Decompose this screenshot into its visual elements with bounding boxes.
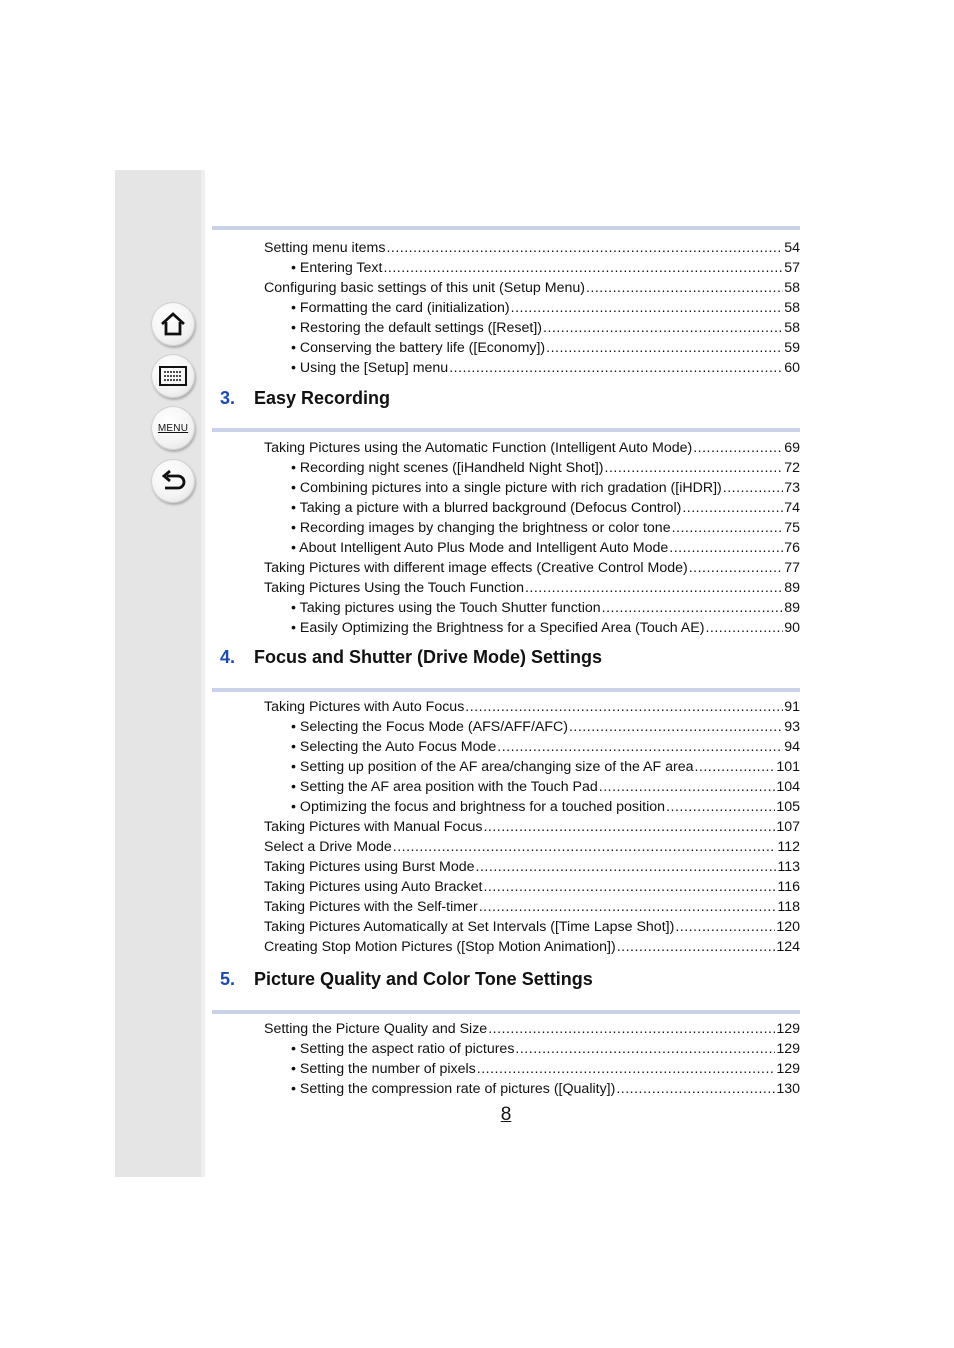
home-icon — [159, 311, 187, 337]
toc-entry[interactable] — [264, 837, 800, 857]
toc-subentry[interactable] — [291, 1059, 800, 1079]
page-number: 8 — [500, 1104, 512, 1125]
toc-entry[interactable] — [264, 278, 800, 298]
dot-leader — [477, 1059, 776, 1079]
toc-subentry[interactable] — [291, 717, 800, 737]
toc-page-number: 105 — [776, 799, 800, 815]
menu-button[interactable] — [151, 406, 195, 450]
dot-leader — [488, 1019, 775, 1039]
toc-subentry[interactable] — [291, 538, 800, 558]
toc-entry[interactable] — [264, 238, 800, 258]
toc-entry[interactable] — [264, 937, 800, 957]
toc-page-number: 107 — [776, 819, 800, 835]
toc-subentry[interactable] — [291, 757, 800, 777]
toc-page-number: 60 — [784, 360, 800, 376]
toc-subentry[interactable] — [291, 258, 800, 278]
toc-page-number: 129 — [776, 1041, 800, 1057]
toc-entry-title: • Recording images by changing the brightness or color tone — [291, 520, 671, 536]
toc-subentry[interactable] — [291, 318, 800, 338]
dot-leader — [383, 258, 783, 278]
toc-page-number: 89 — [784, 580, 800, 596]
dot-leader — [483, 877, 776, 897]
toc-page-number: 57 — [784, 260, 800, 276]
toc-entry-title: • About Intelligent Auto Plus Mode and Intelligent Auto Mode — [291, 540, 669, 556]
contents-list-icon — [158, 365, 188, 387]
dot-leader — [682, 498, 783, 518]
home-button[interactable] — [151, 302, 195, 346]
toc-page-number: 129 — [776, 1021, 800, 1037]
toc-entry-title: • Restoring the default settings ([Reset]) — [291, 320, 543, 336]
back-button[interactable] — [151, 459, 195, 503]
toc-page-number: 112 — [777, 839, 800, 855]
dot-leader — [393, 837, 777, 857]
toc-entry-title: Taking Pictures using the Automatic Function (Intelligent Auto Mode) — [264, 440, 693, 456]
toc-page-number: 93 — [784, 719, 800, 735]
toc-page-number: 118 — [777, 899, 800, 915]
dot-leader — [515, 1039, 775, 1059]
sidebar-edge — [201, 170, 205, 1177]
toc-entry-title: Setting menu items — [264, 240, 386, 256]
dot-leader — [672, 518, 784, 538]
toc-subentry[interactable] — [291, 518, 800, 538]
toc-subentry[interactable] — [291, 618, 800, 638]
section-number: 4. — [220, 647, 236, 667]
section-title: Focus and Shutter (Drive Mode) Settings — [254, 647, 603, 667]
toc-page-number: 54 — [784, 240, 800, 256]
toc-entry-title: • Entering Text — [291, 260, 383, 276]
toc-subentry[interactable] — [291, 458, 800, 478]
toc-page-number: 89 — [784, 600, 800, 616]
toc-entry[interactable] — [264, 438, 800, 458]
section-heading[interactable] — [220, 386, 390, 410]
toc-entry-title: • Setting the aspect ratio of pictures — [291, 1041, 515, 1057]
toc-page-number: 59 — [784, 340, 800, 356]
dot-leader — [386, 238, 783, 258]
dot-leader — [675, 917, 775, 937]
toc-entry-title: Taking Pictures with Auto Focus — [264, 699, 465, 715]
dot-leader — [616, 1079, 775, 1099]
section-divider — [212, 428, 800, 432]
toc-page-number: 130 — [776, 1081, 800, 1097]
toc-subentry[interactable] — [291, 478, 800, 498]
toc-subentry[interactable] — [291, 598, 800, 618]
toc-entry-title: • Selecting the Focus Mode (AFS/AFF/AFC) — [291, 719, 568, 735]
toc-entry-title: Taking Pictures with the Self-timer — [264, 899, 478, 915]
dot-leader — [449, 358, 783, 378]
toc-page-number: 75 — [784, 520, 800, 536]
toc-entry[interactable] — [264, 817, 800, 837]
toc-entry-title: • Setting the compression rate of pictures ([Quality]) — [291, 1081, 616, 1097]
dot-leader — [525, 578, 783, 598]
section-heading[interactable] — [220, 967, 593, 991]
toc-page-number: 104 — [776, 779, 800, 795]
toc-entry-title: Taking Pictures with Manual Focus — [264, 819, 483, 835]
toc-entry[interactable] — [264, 578, 800, 598]
dot-leader — [602, 598, 784, 618]
toc-entry-title: Taking Pictures with different image effects (Creative Control Mode) — [264, 560, 688, 576]
toc-page-number: 77 — [784, 560, 800, 576]
dot-leader — [543, 318, 783, 338]
toc-subentry[interactable] — [291, 777, 800, 797]
dot-leader — [483, 817, 775, 837]
dot-leader — [479, 897, 777, 917]
toc-entry-title: Taking Pictures Using the Touch Function — [264, 580, 524, 596]
toc-entry-title: • Selecting the Auto Focus Mode — [291, 739, 497, 755]
dot-leader — [605, 458, 784, 478]
toc-page-number: 74 — [784, 500, 800, 516]
toc-entry-title: • Combining pictures into a single picture with rich gradation ([iHDR]) — [291, 480, 722, 496]
toc-entry-title: • Optimizing the focus and brightness for a touched position — [291, 799, 666, 815]
toc-subentry[interactable] — [291, 358, 800, 378]
menu-icon: MENU — [157, 422, 189, 434]
section-title: Easy Recording — [254, 388, 391, 408]
toc-entry-title: • Taking pictures using the Touch Shutter function — [291, 600, 601, 616]
dot-leader — [723, 478, 783, 498]
dot-leader — [666, 797, 775, 817]
toc-page-number: 69 — [784, 440, 800, 456]
dot-leader — [546, 338, 783, 358]
back-icon — [159, 468, 187, 494]
toc-entry-title: Taking Pictures Automatically at Set Intervals ([Time Lapse Shot]) — [264, 919, 675, 935]
toc-entry[interactable] — [264, 857, 800, 877]
dot-leader — [693, 438, 783, 458]
toc-entry-title: • Formatting the card (initialization) — [291, 300, 510, 316]
toc-entry-title: • Using the [Setup] menu — [291, 360, 449, 376]
toc-entry-title: • Conserving the battery life ([Economy]) — [291, 340, 546, 356]
section-heading[interactable] — [220, 645, 602, 669]
toc-subentry[interactable] — [291, 1079, 800, 1099]
contents-button[interactable] — [151, 354, 195, 398]
toc-page-number: 58 — [784, 300, 800, 316]
toc-page-number: 101 — [776, 759, 800, 775]
toc-entry[interactable] — [264, 897, 800, 917]
dot-leader — [569, 717, 783, 737]
section-number: 5. — [220, 969, 236, 989]
dot-leader — [476, 857, 777, 877]
toc-entry-title: Select a Drive Mode — [264, 839, 392, 855]
toc-entry-title: • Setting the AF area position with the Touch Pad — [291, 779, 598, 795]
toc-page-number: 94 — [784, 739, 800, 755]
toc-page-number: 58 — [784, 320, 800, 336]
toc-subentry[interactable] — [291, 298, 800, 318]
toc-entry-title: • Setting up position of the AF area/changing size of the AF area — [291, 759, 694, 775]
dot-leader — [586, 278, 783, 298]
dot-leader — [617, 937, 776, 957]
toc-entry-title: Taking Pictures using Auto Bracket — [264, 879, 483, 895]
toc-entry-title: Setting the Picture Quality and Size — [264, 1021, 488, 1037]
dot-leader — [705, 618, 783, 638]
section-divider — [212, 688, 800, 692]
toc-entry-title: Creating Stop Motion Pictures ([Stop Motion Animation]) — [264, 939, 616, 955]
section-number: 3. — [220, 388, 236, 408]
toc-subentry[interactable] — [291, 498, 800, 518]
toc-page-number: 120 — [776, 919, 800, 935]
toc-entry-title: Taking Pictures using Burst Mode — [264, 859, 475, 875]
toc-page-number: 72 — [784, 460, 800, 476]
toc-subentry[interactable] — [291, 1039, 800, 1059]
toc-page-number: 116 — [777, 879, 800, 895]
toc-entry-title: • Setting the number of pixels — [291, 1061, 476, 1077]
toc-entry[interactable] — [264, 917, 800, 937]
toc-subentry[interactable] — [291, 737, 800, 757]
toc-entry-title: • Recording night scenes ([iHandheld Night Shot]) — [291, 460, 604, 476]
toc-page-number: 113 — [777, 859, 800, 875]
toc-page-number: 124 — [776, 939, 800, 955]
toc-page-number: 90 — [784, 620, 800, 636]
toc-page-number: 73 — [784, 480, 800, 496]
toc-subentry[interactable] — [291, 797, 800, 817]
toc-entry[interactable] — [264, 558, 800, 578]
toc-entry-title: • Taking a picture with a blurred background (Defocus Control) — [291, 500, 682, 516]
dot-leader — [511, 298, 784, 318]
toc-entry-title: • Easily Optimizing the Brightness for a Specified Area (Touch AE) — [291, 620, 705, 636]
toc-entry[interactable] — [264, 1019, 800, 1039]
toc-subentry[interactable] — [291, 338, 800, 358]
toc-entry-title: Configuring basic settings of this unit (Setup Menu) — [264, 280, 585, 296]
toc-entry[interactable] — [264, 697, 800, 717]
toc-page-number: 129 — [776, 1061, 800, 1077]
dot-leader — [497, 737, 783, 757]
toc-entry[interactable] — [264, 877, 800, 897]
dot-leader — [694, 757, 775, 777]
toc-page-number: 76 — [784, 540, 800, 556]
section-divider — [212, 226, 800, 230]
toc-page-number: 91 — [784, 699, 800, 715]
dot-leader — [669, 538, 783, 558]
toc-page-number: 58 — [784, 280, 800, 296]
section-title: Picture Quality and Color Tone Settings — [254, 969, 593, 989]
section-divider — [212, 1010, 800, 1014]
dot-leader — [599, 777, 776, 797]
dot-leader — [465, 697, 783, 717]
dot-leader — [689, 558, 784, 578]
